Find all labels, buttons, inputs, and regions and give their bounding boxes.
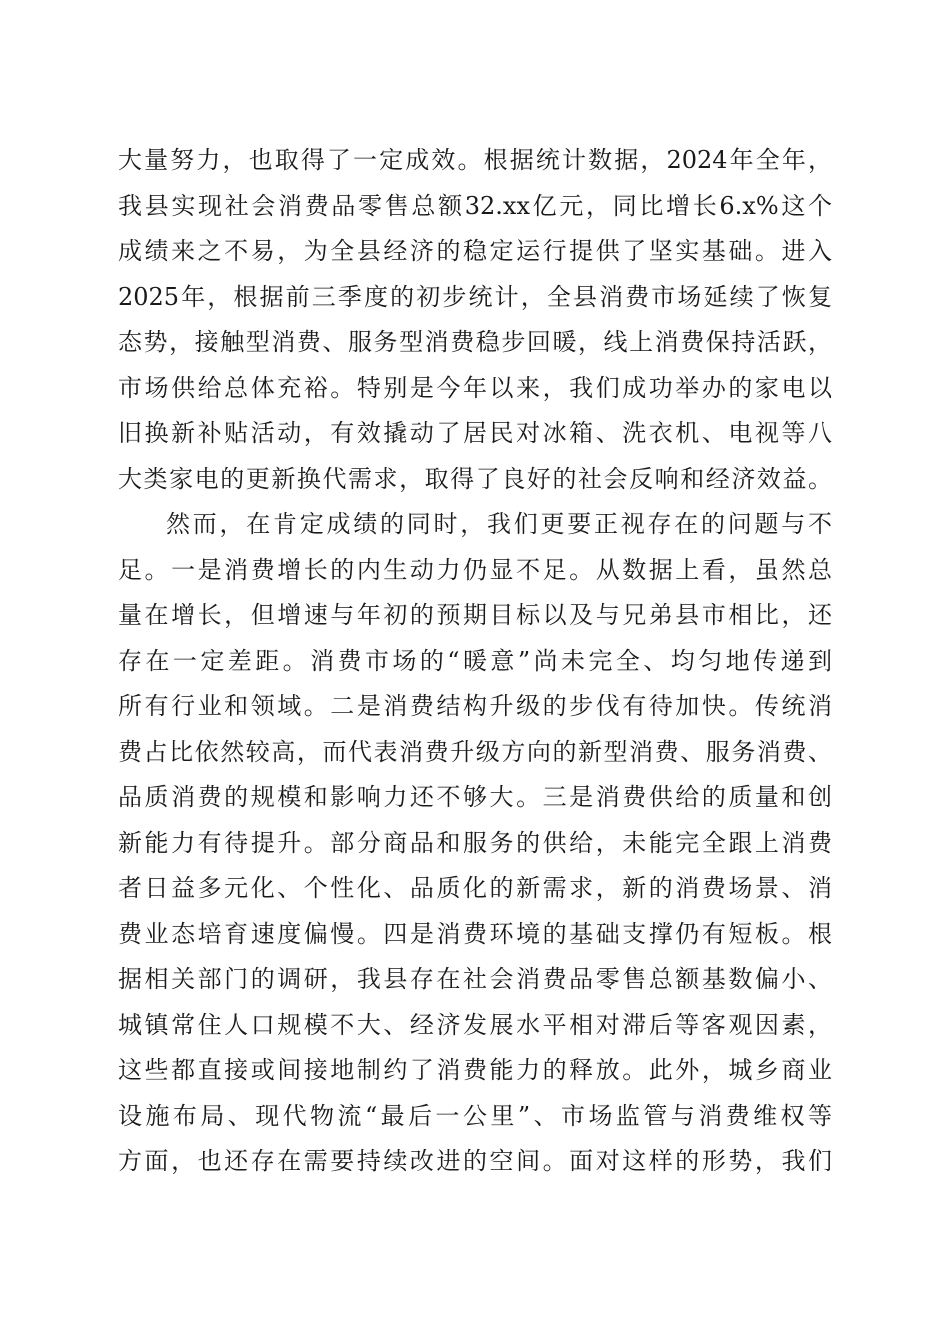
text-line: 大量努力，也取得了一定成效。根据统计数据，2024年全年， (118, 146, 832, 174)
text-line: 费占比依然较高，而代表消费升级方向的新型消费、服务消费、 (118, 737, 832, 766)
text-line: 据相关部门的调研，我县存在社会消费品零售总额基数偏小、 (118, 965, 832, 993)
text-line: 成绩来之不易，为全县经济的稳定运行提供了坚实基础。进入 (118, 237, 832, 265)
text-line: 城镇常住人口规模不大、经济发展水平相对滞后等客观因素， (118, 1010, 832, 1039)
text-line: 旧换新补贴活动，有效撬动了居民对冰箱、洗衣机、电视等八 (118, 419, 832, 447)
text-line: 设施布局、现代物流“最后一公里”、市场监管与消费维权等 (118, 1101, 832, 1130)
text-line: 品质消费的规模和影响力还不够大。三是消费供给的质量和创 (118, 783, 832, 811)
text-line: 我县实现社会消费品零售总额32.xx亿元，同比增长6.x%这个 (118, 191, 832, 220)
paragraph-2 (118, 502, 832, 1185)
text-line: 方面，也还存在需要持续改进的空间。面对这样的形势，我们 (118, 1147, 832, 1175)
text-line: 态势，接触型消费、服务型消费稳步回暖，线上消费保持活跃， (118, 328, 832, 356)
text-line: 这些都直接或间接地制约了消费能力的释放。此外，城乡商业 (118, 1056, 832, 1084)
text-line: 存在一定差距。消费市场的“暖意”尚未完全、均匀地传递到 (118, 646, 832, 675)
text-line: 大类家电的更新换代需求，取得了良好的社会反响和经济效益。 (118, 464, 832, 493)
text-line: 费业态培育速度偏慢。四是消费环境的基础支撑仍有短板。根 (118, 919, 832, 948)
text-line: 然而，在肯定成绩的同时，我们更要正视存在的问题与不 (166, 510, 832, 538)
text-line: 所有行业和领域。二是消费结构升级的步伐有待加快。传统消 (118, 692, 832, 720)
text-line: 足。一是消费增长的内生动力仍显不足。从数据上看，虽然总 (118, 555, 832, 584)
paragraph-1 (118, 138, 832, 502)
text-line: 者日益多元化、个性化、品质化的新需求，新的消费场景、消 (118, 874, 832, 902)
text-line: 量在增长，但增速与年初的预期目标以及与兄弟县市相比，还 (118, 601, 832, 629)
text-line: 市场供给总体充裕。特别是今年以来，我们成功举办的家电以 (118, 373, 832, 402)
text-line: 2025年，根据前三季度的初步统计，全县消费市场延续了恢复 (118, 282, 832, 311)
text-line: 新能力有待提升。部分商品和服务的供给，未能完全跟上消费 (118, 828, 832, 857)
body-text (118, 138, 832, 1185)
